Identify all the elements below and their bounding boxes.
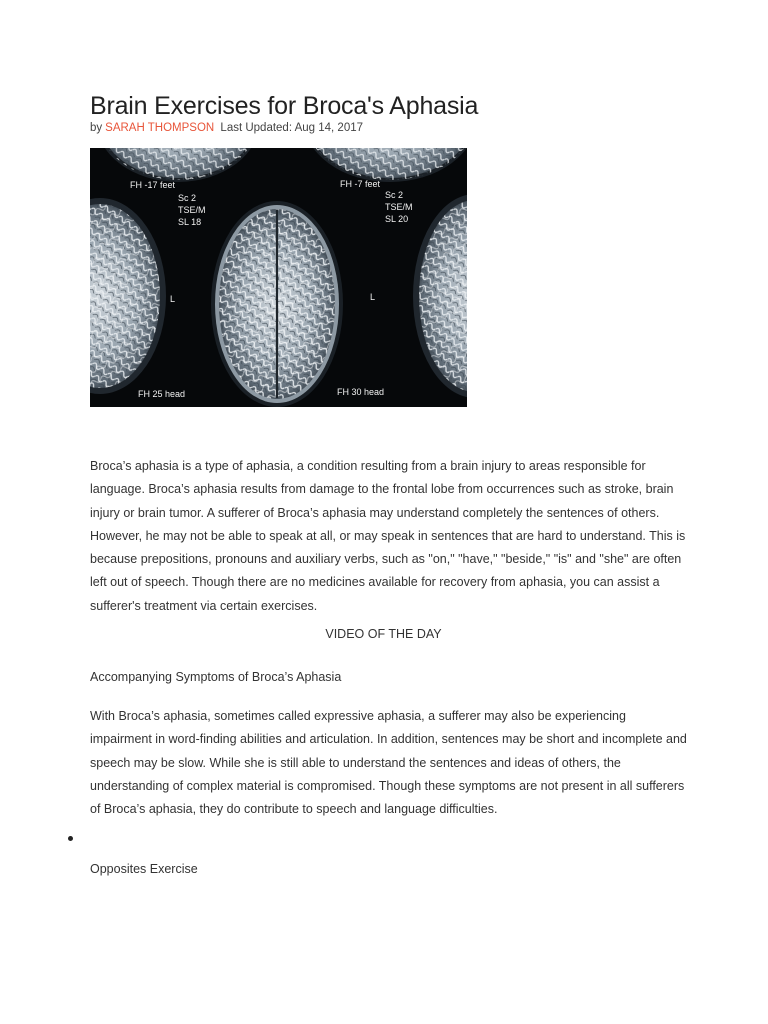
scan-label-left-top: FH -17 feet <box>130 180 176 190</box>
scan-label-left-sl: SL 18 <box>178 217 202 227</box>
article-title: Brain Exercises for Broca's Aphasia <box>90 92 479 120</box>
brain-mri-scan-image <box>90 148 467 407</box>
scan-label-right-sc: Sc 2 <box>385 190 404 200</box>
mri-scan-graphic <box>90 148 467 407</box>
intro-paragraph: Broca’s aphasia is a type of aphasia, a condition resulting from a brain injury to areas responsible for language. Broca’s aphasia results from damage to the frontal lobe from occurrences such as stroke, brain injury or brain tumor. A sufferer of Broca’s aphasia may understand completely the sentences of others. However, he may not be able to speak at all, or may speak in sentences that are hard to understand. This is because prepositions, pronouns and auxiliary verbs, such as "on," "have," "beside," "is" and "she" are often left out of speech. Though there are no medicines available for recovery from aphasia, you can assist a sufferer's treatment via certain exercises. <box>90 459 686 613</box>
symptoms-paragraph: With Broca’s aphasia, sometimes called expressive aphasia, a sufferer may also be experiencing impairment in word-finding abilities and articulation. In addition, sentences may be short and incomplete and speech may be slow. While she is still able to understand the sentences and ideas of others, the understanding of complex material is compromised. Though these symptoms are not present in all sufferers of Broca’s aphasia, they do contribute to speech and language difficulties. <box>90 709 687 817</box>
byline-prefix: by <box>90 122 103 134</box>
symptoms-heading: Accompanying Symptoms of Broca’s Aphasia <box>90 670 342 684</box>
scan-label-left-sc: Sc 2 <box>178 193 197 203</box>
bullet-dot-icon <box>68 836 73 841</box>
author-link[interactable]: SARAH THOMPSON <box>105 122 215 134</box>
scan-label-right-sl: SL 20 <box>385 214 409 224</box>
scan-label-left-bottom: FH 25 head <box>138 389 186 399</box>
scan-label-right-tse: TSE/M <box>385 202 413 212</box>
scan-label-right-bottom: FH 30 head <box>337 387 385 397</box>
scan-label-right-l: L <box>370 292 376 302</box>
video-of-the-day-label: VIDEO OF THE DAY <box>325 627 442 641</box>
byline <box>90 122 363 134</box>
opposites-exercise-heading: Opposites Exercise <box>90 862 198 876</box>
scan-label-left-l: L <box>170 294 176 304</box>
scan-label-left-tse: TSE/M <box>178 205 206 215</box>
last-updated: Last Updated: Aug 14, 2017 <box>220 122 364 134</box>
scan-label-right-top: FH -7 feet <box>340 179 381 189</box>
